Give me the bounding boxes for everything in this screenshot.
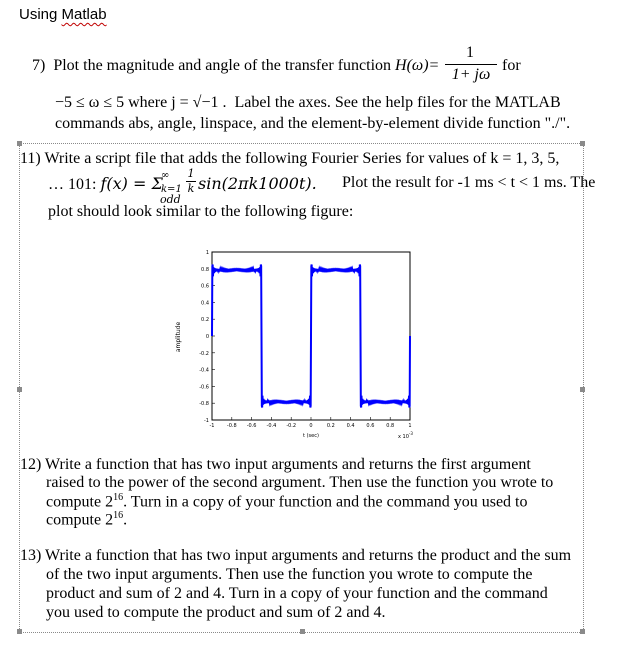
q13-line4: you used to compute the product and sum of 2 and 4.: [46, 604, 386, 621]
y-tick-label: 1: [205, 250, 209, 256]
sum-upper-limit: ∞: [161, 170, 170, 181]
frame-corner-tr: [580, 141, 585, 146]
q7-line1: 7) Plot the magnitude and angle of the transfer function H(ω)=: [32, 57, 440, 74]
q12-line4: compute $2^{16}$.: [46, 510, 128, 529]
x-tick-label: -0.8: [226, 423, 237, 429]
q7-denominator: 1+ jω: [451, 66, 491, 83]
frame-anchor-right: [580, 387, 585, 392]
frame-corner-tl: [17, 141, 22, 146]
y-tick-label: -0.6: [199, 384, 209, 391]
series-frac-num: 1: [187, 167, 195, 180]
x-axis-label: t (sec): [303, 433, 319, 439]
y-tick-label: 0: [205, 334, 209, 340]
q7-numerator: 1: [466, 44, 474, 61]
y-tick-label: 0.8: [201, 266, 209, 273]
y-tick-label: 0.4: [201, 300, 209, 307]
q12-line3: compute $2^{16}$. Turn in a copy of your function and the command you used to: [46, 492, 528, 511]
frame-anchor-bottom: [300, 629, 305, 634]
y-tick-label: 0.2: [201, 317, 209, 324]
y-tick-label: -0.2: [199, 350, 209, 357]
frame-anchor-left: [17, 387, 22, 392]
x-tick-label: -0.4: [266, 423, 277, 429]
x-tick-label: 0.6: [366, 423, 375, 429]
q7-fraction-bar: [445, 64, 497, 65]
sum-lower-limit: k=1: [161, 184, 182, 195]
q11-line3: plot should look similar to the following figure:: [48, 203, 354, 220]
x-tick-label: -1: [209, 423, 215, 429]
q11-line2: … 101: f(x) = Σ: [48, 174, 163, 193]
y-axis-label: amplitude: [175, 321, 182, 353]
frame-corner-bl: [17, 629, 22, 634]
y-tick-label: -0.4: [199, 367, 209, 374]
q13-line2: of the two input arguments. Then use the function you wrote to compute the: [46, 566, 533, 583]
x-tick-label: -0.2: [286, 423, 297, 429]
x-tick-label: 0.8: [386, 423, 395, 429]
page-heading: Using Matlab: [19, 6, 107, 23]
x-tick-label: 0: [309, 423, 313, 429]
sum-odd-label: odd: [160, 193, 181, 206]
y-tick-label: 0.6: [201, 283, 209, 290]
y-tick-label: -0.8: [199, 401, 209, 408]
series-tail: sin(2πk1000t).: [198, 174, 317, 193]
x-tick-label: -0.6: [246, 423, 257, 429]
y-tick-label: -1: [204, 418, 209, 424]
x-tick-label: 0.4: [346, 423, 355, 429]
x-tick-label: 0.2: [326, 423, 335, 429]
x-tick-label: 1: [408, 423, 412, 429]
series-frac-den: k: [187, 182, 195, 195]
q12-line2: raised to the power of the second argument. Then use the function you wrote to: [46, 474, 554, 491]
matlab-word: Matlab: [61, 6, 107, 23]
fourier-series-chart: [170, 245, 430, 450]
q12-line1: 12) Write a function that has two input arguments and returns the first argument: [20, 456, 531, 473]
q7-line3: commands abs, angle, linspace, and the element-by-element divide function "./".: [55, 115, 571, 132]
q7-for: for: [502, 57, 521, 74]
q13-line3: product and sum of 2 and 4. Turn in a copy of your function and the command: [46, 585, 548, 602]
q7-line2: −5 ≤ ω ≤ 5 where j = √−1 . Label the axes. See the help files for the MATLAB: [55, 94, 561, 111]
q11-line2-rest: Plot the result for -1 ms < t < 1 ms. The: [342, 174, 596, 191]
q11-line1: 11) Write a script file that adds the following Fourier Series for values of k = 1, 3, 5,: [20, 150, 560, 167]
x-multiplier: x $10^{-3}$: [398, 431, 413, 440]
frame-corner-br: [580, 629, 585, 634]
q13-line1: 13) Write a function that has two input arguments and returns the product and the sum: [20, 547, 572, 564]
